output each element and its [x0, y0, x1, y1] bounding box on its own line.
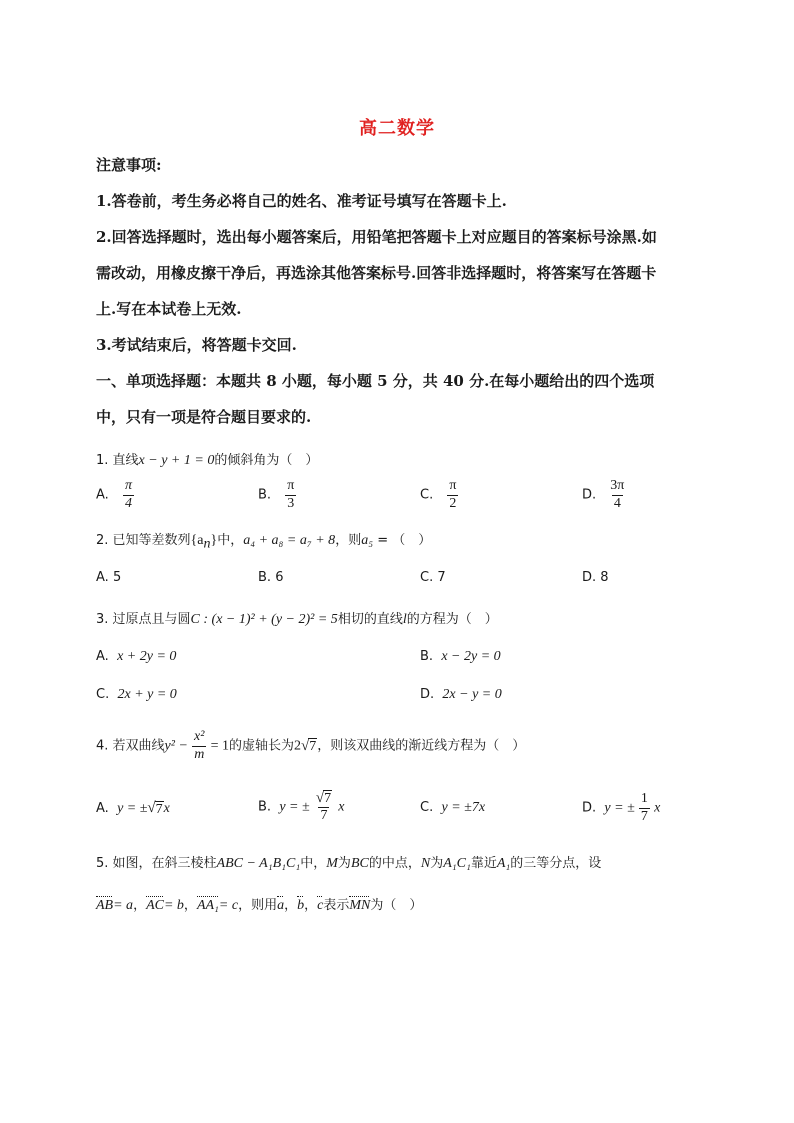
fraction	[123, 479, 134, 511]
question-4-option-c	[420, 800, 485, 816]
vector-b: b	[297, 898, 305, 913]
option-value: x + 2y = 0	[117, 649, 177, 664]
denominator: 3	[287, 495, 295, 511]
vector-c: c	[317, 898, 324, 913]
sequence-subscript: n	[203, 536, 211, 552]
question-4-option-a	[96, 800, 170, 817]
question-2-option-b	[258, 570, 283, 585]
option-label: A.	[96, 801, 109, 816]
question-2-equation: a₄ + a₈ = a₇ + 8	[243, 533, 336, 548]
question-5-prefix: 5. 如图，在斜三棱柱	[96, 856, 217, 871]
vector-ab-value: = a	[113, 898, 134, 913]
fraction	[639, 792, 650, 824]
numerator: 1	[640, 791, 648, 806]
denominator: 4	[124, 495, 132, 511]
option-prefix: y = ±	[279, 799, 310, 815]
option-label: D.	[582, 800, 597, 816]
option-label: C.	[420, 800, 434, 815]
question-5-suffix: 为（ ）	[370, 898, 423, 913]
option-value: y = ±7x	[441, 800, 486, 815]
hyperbola-right: = 1	[210, 738, 230, 754]
text: 靠近	[470, 856, 497, 871]
question-4-prefix: 4. 若双曲线	[96, 738, 165, 754]
question-2-then: ，则	[335, 533, 362, 548]
question-3-mid: 相切的直线	[337, 612, 403, 627]
question-2-target: a₅	[361, 533, 374, 548]
notice-item-3: 3.考试结束后，将答题卡交回.	[96, 336, 297, 354]
text: 中，	[300, 856, 327, 871]
denominator: 2	[449, 495, 457, 511]
question-1-option-b	[258, 479, 296, 511]
fraction	[447, 479, 458, 511]
text: 的三等分点，设	[510, 856, 602, 871]
fraction	[285, 479, 296, 511]
section-1-line-1: 一、单项选择题：本题共 8 小题，每小题 5 分，共 40 分.在每小题给出的四个选项	[96, 372, 655, 390]
fraction	[314, 790, 334, 824]
numerator: π	[287, 478, 295, 493]
segment-a1c1: A₁C₁	[443, 856, 471, 871]
question-1-option-d	[582, 479, 626, 511]
question-4-option-d	[582, 792, 660, 824]
question-3-option-d	[420, 687, 502, 703]
text: 的中点，	[368, 856, 421, 871]
option-suffix: x	[163, 801, 170, 816]
circle-equation: C : (x − 1)² + (y − 2)² = 5	[190, 612, 338, 627]
fraction	[608, 479, 626, 511]
numerator: π	[449, 478, 457, 493]
notice-item-2-line-2: 需改动，用橡皮擦干净后，再选涂其他答案标号.回答非选择题时，将答案写在答题卡	[96, 264, 657, 282]
option-value: 2x + y = 0	[117, 687, 177, 702]
option-value: 6	[275, 570, 284, 585]
hyperbola-fraction	[192, 730, 206, 762]
question-1-stem	[96, 449, 318, 469]
vector-aa1: AA₁	[196, 898, 219, 913]
option-prefix: y = ±	[604, 800, 635, 816]
sequence-open: {a	[190, 533, 204, 548]
denominator: 7	[640, 808, 648, 824]
question-1-option-a	[96, 479, 134, 511]
question-1-equation: x − y + 1 = 0	[138, 453, 215, 468]
option-label: D.	[420, 687, 435, 702]
option-label: D.	[582, 570, 597, 585]
option-value: 2x − y = 0	[442, 687, 502, 702]
point-a1: A₁	[496, 856, 511, 871]
option-suffix: x	[654, 800, 661, 816]
vector-ac: AC	[146, 898, 164, 913]
question-3-stem	[96, 608, 498, 628]
option-label: A.	[96, 649, 109, 664]
numerator: π	[124, 478, 132, 493]
option-label: C.	[420, 487, 434, 503]
notice-item-1: 1.答卷前，考生务必将自己的姓名、准考证号填写在答题卡上.	[96, 192, 507, 210]
denominator: m	[194, 746, 205, 762]
hyperbola-left: y² −	[164, 738, 188, 754]
question-2-stem	[96, 529, 431, 553]
radicand: 7	[155, 801, 163, 817]
vector-ac-value: = b	[163, 898, 184, 913]
point-n: N	[420, 856, 431, 871]
option-label: B.	[258, 799, 272, 815]
question-1-prefix: 1. 直线	[96, 453, 139, 468]
question-2-option-d	[582, 570, 609, 585]
option-label: B.	[258, 487, 272, 503]
vector-ab: AB	[96, 898, 114, 913]
vector-mn: MN	[349, 898, 371, 913]
option-suffix: x	[338, 799, 345, 815]
option-value: 7	[437, 570, 446, 585]
radicand: 7	[309, 739, 317, 755]
option-label: B.	[258, 570, 272, 585]
numerator: 3π	[610, 478, 625, 493]
question-4-stem	[96, 730, 525, 762]
question-3-option-c	[96, 687, 177, 703]
section-1-line-2: 中，只有一项是符合题目要求的.	[96, 408, 312, 426]
question-1-suffix: 的倾斜角为（ ）	[214, 453, 319, 468]
question-2-suffix: = （ ）	[373, 533, 432, 548]
numerator: x²	[194, 729, 205, 744]
segment-bc: BC	[350, 856, 369, 871]
axis-length-coefficient: 2	[294, 738, 302, 754]
option-label: A.	[96, 570, 109, 585]
question-4-mid: 的虚轴长为	[229, 738, 295, 754]
option-value: x − 2y = 0	[441, 649, 501, 664]
notice-item-2-line-1: 2.回答选择题时，选出每小题答案后，用铅笔把答题卡上对应题目的答案标号涂黑.如	[96, 228, 657, 246]
radicand: 7	[324, 791, 332, 806]
question-1-option-c	[420, 479, 458, 511]
option-label: B.	[420, 649, 434, 664]
question-4-option-b	[258, 790, 344, 824]
text: ，则用	[238, 898, 278, 913]
sequence-close: }	[210, 533, 218, 548]
question-3-option-b	[420, 649, 501, 665]
option-prefix: y = ±	[117, 801, 148, 816]
prism-name: ABC − A₁B₁C₁	[216, 856, 301, 871]
sqrt: √ 7	[301, 737, 317, 755]
question-3-prefix: 3. 过原点且与圆	[96, 612, 191, 627]
point-m: M	[326, 856, 338, 871]
question-4-suffix: ，则该双曲线的渐近线方程为（ ）	[317, 738, 526, 754]
vector-a: a	[277, 898, 285, 913]
text: 为	[337, 856, 351, 871]
question-5-line-1	[96, 852, 601, 872]
text: 表示	[323, 898, 350, 913]
sqrt: √ 7	[315, 789, 332, 806]
line-variable: l	[402, 612, 407, 627]
question-5-line-2: AB= a，AC= b，AA₁= c，则用a，b，c表示MN为（ ）	[96, 898, 423, 913]
vector-aa1-value: = c	[218, 898, 239, 913]
question-3-suffix: 的方程为（ ）	[406, 612, 498, 627]
question-3-option-a	[96, 649, 176, 665]
option-label: D.	[582, 487, 597, 503]
sqrt: √ 7	[147, 800, 163, 817]
notice-item-2-line-3: 上.写在本试卷上无效.	[96, 300, 242, 318]
denominator: 4	[613, 495, 621, 511]
denominator: 7	[320, 808, 328, 824]
option-value: 8	[600, 570, 609, 585]
question-2-mid: 中，	[217, 533, 244, 548]
option-value: 5	[112, 570, 122, 585]
notice-heading: 注意事项:	[96, 156, 162, 174]
page-title: 高二数学	[359, 118, 435, 139]
option-label: C.	[420, 570, 434, 585]
option-label: A.	[96, 487, 109, 503]
text: 为	[430, 856, 444, 871]
question-2-option-a	[96, 570, 121, 585]
question-2-option-c	[420, 570, 446, 585]
option-label: C.	[96, 687, 110, 702]
question-2-prefix: 2. 已知等差数列	[96, 533, 191, 548]
